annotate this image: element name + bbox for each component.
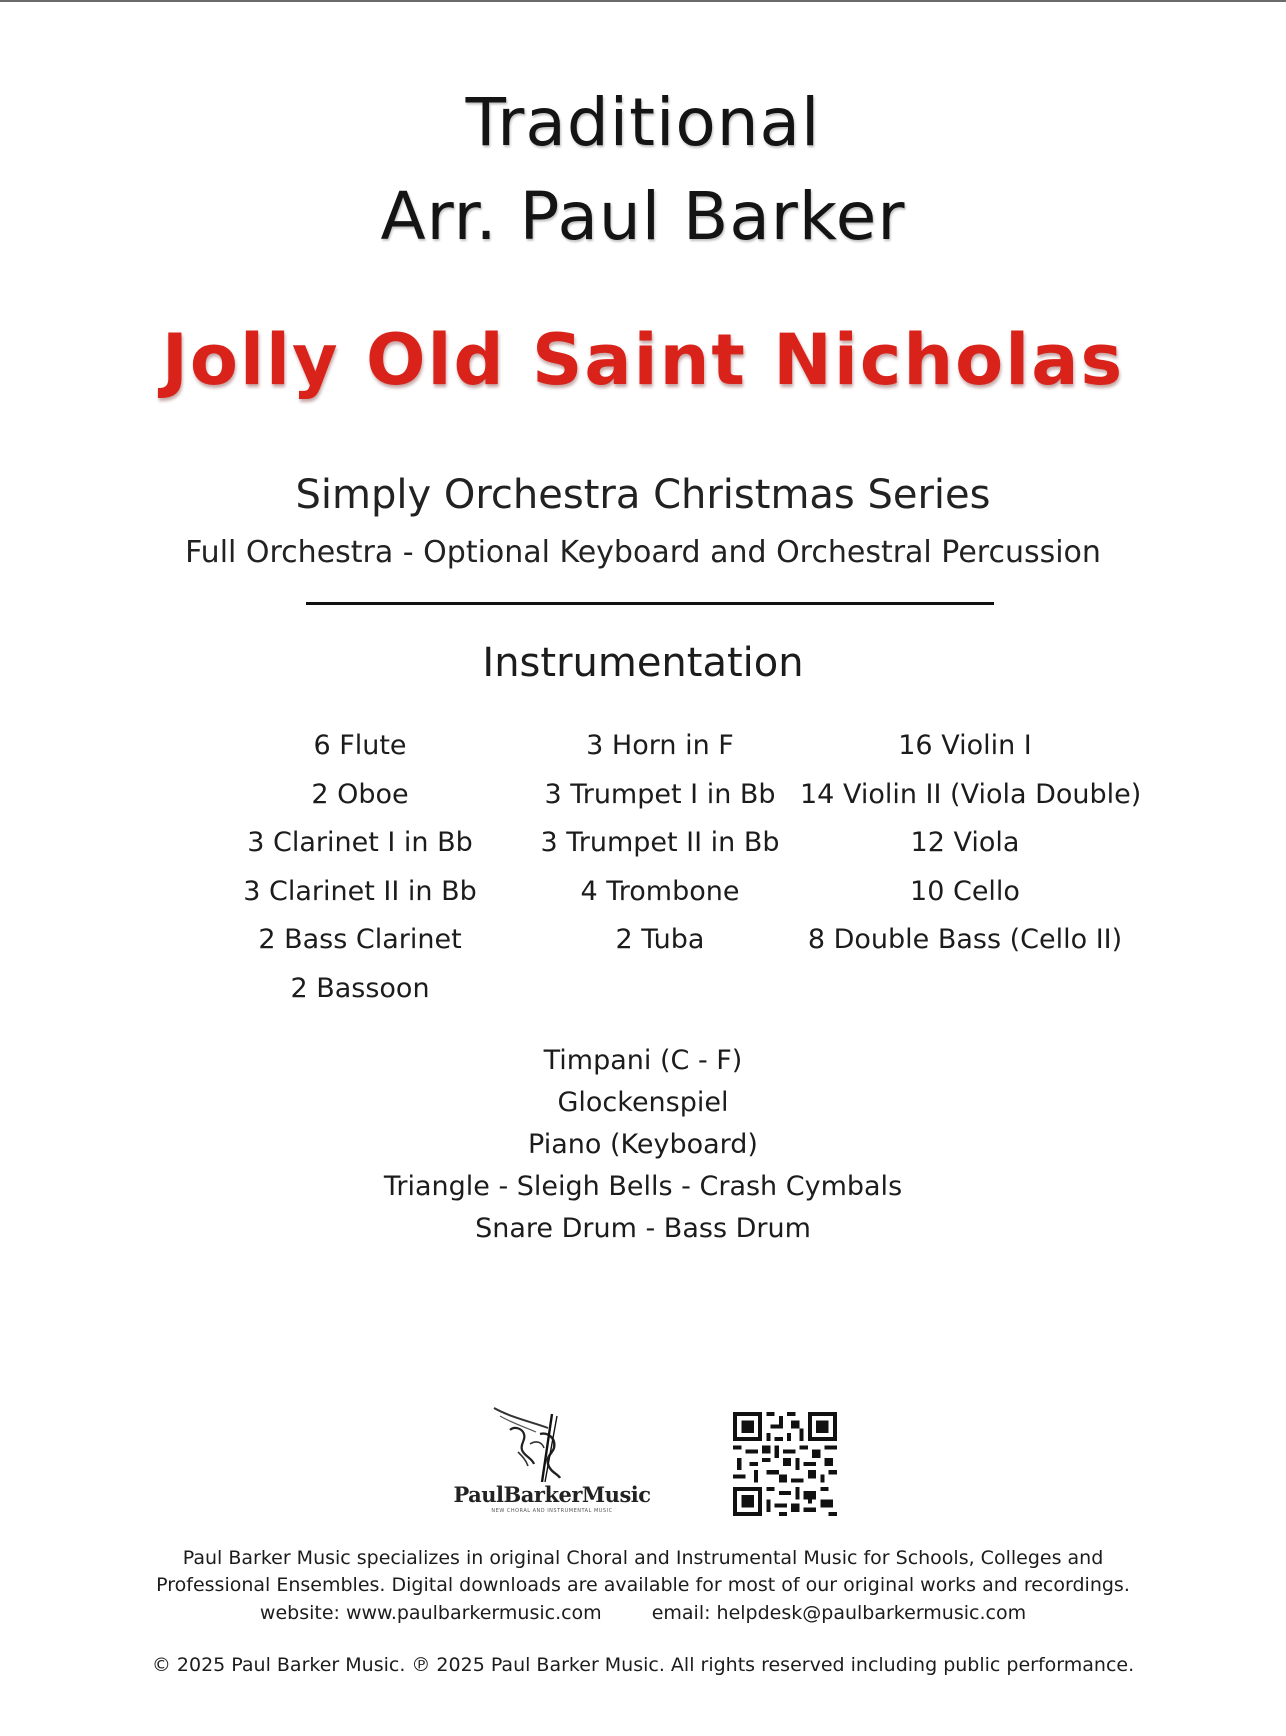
logo-tagline: NEW CHORAL AND INSTRUMENTAL MUSIC bbox=[491, 1508, 613, 1514]
instrument-item: 14 Violin II (Viola Double) bbox=[800, 778, 1142, 810]
section-divider bbox=[306, 602, 994, 605]
instrument-item: Snare Drum - Bass Drum bbox=[475, 1213, 811, 1244]
instrument-item: 4 Trombone bbox=[580, 875, 740, 907]
qr-code-icon bbox=[733, 1412, 837, 1516]
instrument-item: Triangle - Sleigh Bells - Crash Cymbals bbox=[383, 1171, 903, 1202]
instrument-item: 3 Trumpet II in Bb bbox=[540, 827, 780, 859]
brass-column bbox=[515, 722, 805, 965]
piece-title: Jolly Old Saint Nicholas bbox=[161, 319, 1125, 401]
top-border-line bbox=[0, 0, 1286, 2]
logo-wordmark: PaulBarkerMusic bbox=[453, 1482, 651, 1507]
instrument-item: 12 Viola bbox=[910, 827, 1020, 859]
email-link[interactable]: email: helpdesk@paulbarkermusic.com bbox=[651, 1602, 1027, 1624]
percussion-list bbox=[0, 1040, 1286, 1250]
instrument-item: 3 Trumpet I in Bb bbox=[544, 778, 776, 810]
instrument-item: Glockenspiel bbox=[557, 1087, 729, 1118]
instrument-item: 3 Horn in F bbox=[586, 730, 734, 761]
instrument-item: 3 Clarinet II in Bb bbox=[243, 875, 477, 907]
website-link[interactable]: website: www.paulbarkermusic.com bbox=[259, 1602, 602, 1624]
instrument-item: 8 Double Bass (Cello II) bbox=[807, 924, 1123, 956]
description-line: Paul Barker Music specializes in original Choral and Instrumental Music for Schools, Colleges and bbox=[182, 1547, 1104, 1569]
contact-info bbox=[0, 1600, 1286, 1627]
instrument-item: 2 Bass Clarinet bbox=[258, 924, 462, 956]
instrument-item: 2 Oboe bbox=[311, 778, 409, 810]
copyright-notice: © 2025 Paul Barker Music. ℗ 2025 Paul Barker Music. All rights reserved including public performance. bbox=[151, 1654, 1135, 1676]
instrument-item: Timpani (C - F) bbox=[543, 1045, 743, 1076]
series-name: Simply Orchestra Christmas Series bbox=[295, 472, 991, 518]
instrument-item: 3 Clarinet I in Bb bbox=[247, 827, 473, 859]
instrumentation-heading: Instrumentation bbox=[482, 640, 804, 686]
ensemble-description: Full Orchestra - Optional Keyboard and Orchestral Percussion bbox=[185, 535, 1101, 570]
violin-silhouette-icon bbox=[452, 1404, 652, 1484]
composer-credit: Traditional bbox=[465, 84, 821, 161]
description-line: Professional Ensembles. Digital downloads are available for most of our original works and recordings. bbox=[156, 1574, 1130, 1596]
woodwinds-column bbox=[215, 722, 505, 1014]
publisher-logo bbox=[452, 1404, 652, 1514]
instrument-item: 16 Violin I bbox=[898, 730, 1032, 761]
instrument-item: 6 Flute bbox=[313, 730, 407, 761]
publisher-description bbox=[0, 1545, 1286, 1599]
arranger-credit: Arr. Paul Barker bbox=[380, 178, 906, 255]
instrument-item: Piano (Keyboard) bbox=[528, 1129, 758, 1160]
instrument-item: 2 Bassoon bbox=[290, 972, 430, 1004]
strings-column bbox=[800, 722, 1142, 965]
instrument-item: 2 Tuba bbox=[615, 924, 705, 956]
instrument-item: 10 Cello bbox=[910, 875, 1020, 907]
